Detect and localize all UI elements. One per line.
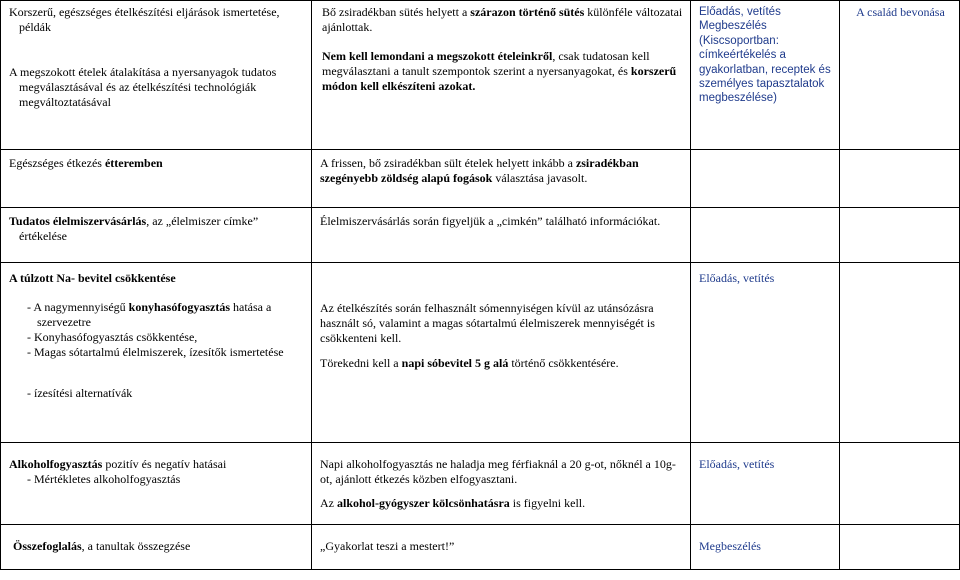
method-cell <box>691 208 840 263</box>
topic-cell <box>1 1 312 150</box>
content-cell: A frissen, bő zsiradékban sült ételek helyett inkább a zsiradékban szegényebb zöldség alapú fogások választása javasolt. <box>312 150 691 208</box>
note-cell <box>840 443 960 525</box>
method-cell: Előadás, vetítés Megbeszélés (Kiscsoportban: címkeértékelés a gyakorlatban, receptek és személyes tapasztalatok megbeszélése) <box>691 1 840 150</box>
content-cell <box>312 1 691 150</box>
note-cell <box>840 150 960 208</box>
topic-cell: Alkoholfogyasztás pozitív és negatív hatásai - Mértékletes alkoholfogyasztás <box>1 443 312 525</box>
table-row <box>1 208 960 263</box>
note-cell <box>840 525 960 570</box>
content-cell <box>312 263 691 443</box>
table-row <box>1 443 960 525</box>
list-item: - Magas sótartalmú élelmiszerek, ízesítők ismertetése <box>27 345 284 359</box>
topic-cell: Összefoglalás, a tanultak összegzése <box>1 525 312 570</box>
table-row <box>1 1 960 150</box>
note-cell <box>840 208 960 263</box>
table-row <box>1 525 960 570</box>
list-item: - ízesítési alternatívák <box>27 386 133 400</box>
topic-cell: Egészséges étkezés étteremben <box>1 150 312 208</box>
content-cell: Élelmiszervásárlás során figyeljük a „cimkén” található információkat. <box>312 208 691 263</box>
topic-cell: Tudatos élelmiszervásárlás, az „élelmiszer címke” értékelése <box>1 208 312 263</box>
topic-title: A túlzott Na- bevitel csökkentése <box>9 271 176 285</box>
content-paragraph: Napi alkoholfogyasztás ne haladja meg férfiaknál a 20 g-ot, nőknél a 10g-ot, ajánlott étkezés közben elfogyasztani. <box>320 457 676 486</box>
content-paragraph: Nem kell lemondani a megszokott ételeinkről, csak tudatosan kell megválasztani a tanult szempontok szerint a nyersanyagokat, és korszerű módon kell elkészíteni azokat. <box>322 49 677 93</box>
content-paragraph: Törekedni kell a napi sóbevitel 5 g alá történő csökkentésére. <box>320 356 619 370</box>
content-paragraph: Bő zsiradékban sütés helyett a szárazon történő sütés különféle változatai ajánlottak. <box>322 5 683 34</box>
list-item: - Konyhasófogyasztás csökkentése, <box>27 330 198 344</box>
content-paragraph: Az ételkészítés során felhasznált sómennyiségen kívül az utánsózásra használt só, valamint a magas sótartalmú élelmiszerek mennyiségét is csökkenteni kell. <box>320 301 655 345</box>
note-cell: A család bevonása <box>840 1 960 150</box>
method-cell: Előadás, vetítés <box>691 443 840 525</box>
method-cell: Megbeszélés <box>691 525 840 570</box>
list-item: - A nagymennyiségű konyhasófogyasztás hatása a szervezetre <box>27 300 272 329</box>
method-cell <box>691 150 840 208</box>
method-cell: Előadás, vetítés <box>691 263 840 443</box>
topic-subtitle: A megszokott ételek átalakítása a nyersanyagok tudatos megválasztásával és az ételkészítési technológiák megváltoztatásával <box>9 65 277 109</box>
table-row <box>1 150 960 208</box>
topic-cell <box>1 263 312 443</box>
note-cell <box>840 263 960 443</box>
content-cell: „Gyakorlat teszi a mestert!” <box>312 525 691 570</box>
content-paragraph: Az alkohol-gyógyszer kölcsönhatásra is figyelni kell. <box>320 496 586 510</box>
table-row <box>1 263 960 443</box>
content-cell <box>312 443 691 525</box>
topic-title: Korszerű, egészséges ételkészítési eljárások ismertetése, példák <box>9 5 280 34</box>
